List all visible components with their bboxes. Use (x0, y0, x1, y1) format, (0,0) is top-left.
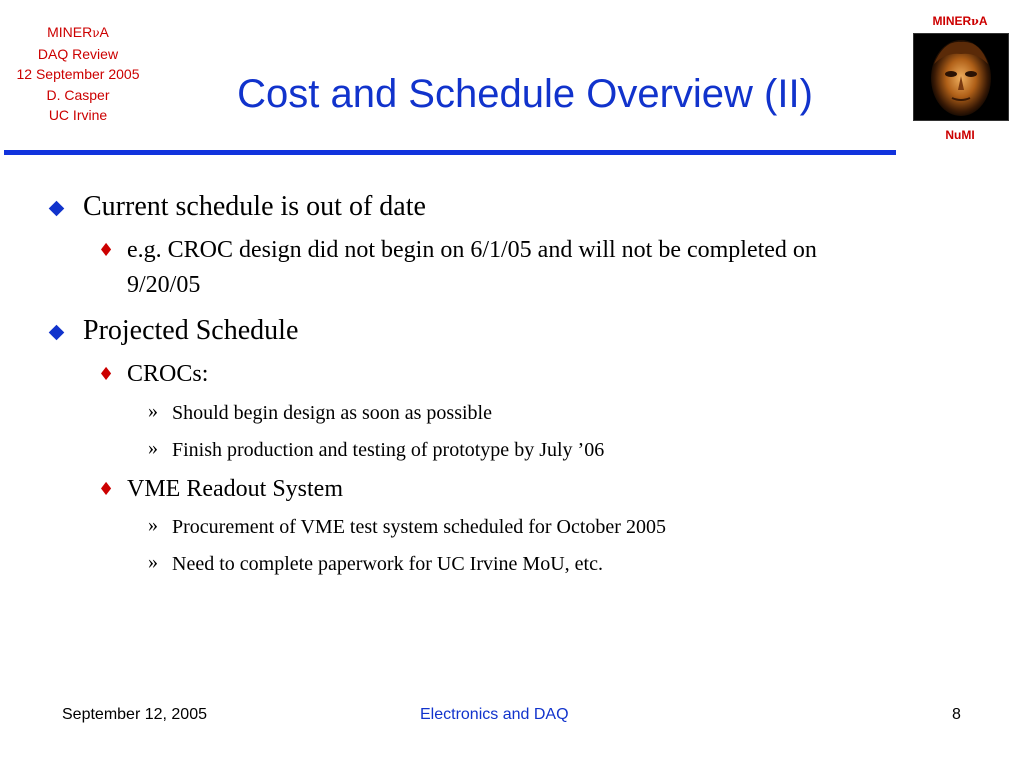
experiment-name-suffix: A (99, 24, 109, 40)
item-vme-procurement: Procurement of VME test system scheduled for October 2005 (172, 516, 666, 538)
experiment-name (0, 22, 156, 44)
review-date: 12 September 2005 (16, 66, 140, 82)
slide-title: Cost and Schedule Overview (II) (237, 72, 813, 116)
logo-caption-nu: ν (971, 15, 979, 28)
sub-bullet-vme-readout: VME Readout System (127, 476, 343, 502)
red-diamond-bullet-icon: ♦ (98, 479, 115, 500)
page-number: 8 (952, 706, 961, 723)
item-begin-design: Should begin design as soon as possible (172, 402, 492, 424)
experiment-name-prefix: MINER (47, 24, 93, 40)
sub-bullet-croc-design-cont: 9/20/05 (127, 272, 201, 298)
footer-date: September 12, 2005 (62, 706, 207, 723)
presenter-name: D. Casper (46, 86, 110, 103)
title-divider (4, 150, 896, 155)
red-diamond-bullet-icon: ♦ (98, 364, 115, 385)
item-finish-prototype: Finish production and testing of prototype by July ’06 (172, 439, 605, 461)
logo-caption-top (912, 14, 1008, 28)
blue-diamond-bullet-icon (49, 325, 65, 341)
bullet-current-schedule: Current schedule is out of date (83, 191, 426, 222)
raquo-bullet-icon: » (148, 437, 158, 459)
sub-bullet-croc-design: e.g. CROC design did not begin on 6/1/05 and will not be completed on (127, 237, 817, 263)
minerva-logo-image (913, 33, 1009, 121)
face-logo-icon (914, 34, 1008, 120)
red-diamond-bullet-icon: ♦ (98, 240, 115, 261)
bullet-projected-schedule: Projected Schedule (83, 315, 299, 346)
item-mou-paperwork: Need to complete paperwork for UC Irvine MoU, etc. (172, 553, 603, 575)
presenter-affiliation: UC Irvine (48, 107, 108, 123)
raquo-bullet-icon: » (148, 400, 158, 422)
logo-caption-suffix: A (978, 14, 988, 28)
numi-caption: NuMI (945, 128, 975, 142)
raquo-bullet-icon: » (148, 551, 158, 573)
review-name: DAQ Review (37, 45, 119, 62)
raquo-bullet-icon: » (148, 514, 158, 536)
footer-title: Electronics and DAQ (420, 706, 569, 723)
experiment-name-nu: ν (92, 26, 100, 40)
header-info (0, 22, 156, 126)
blue-diamond-bullet-icon (49, 201, 65, 217)
sub-bullet-crocs: CROCs: (127, 361, 209, 387)
logo-caption-prefix: MINER (932, 14, 972, 28)
